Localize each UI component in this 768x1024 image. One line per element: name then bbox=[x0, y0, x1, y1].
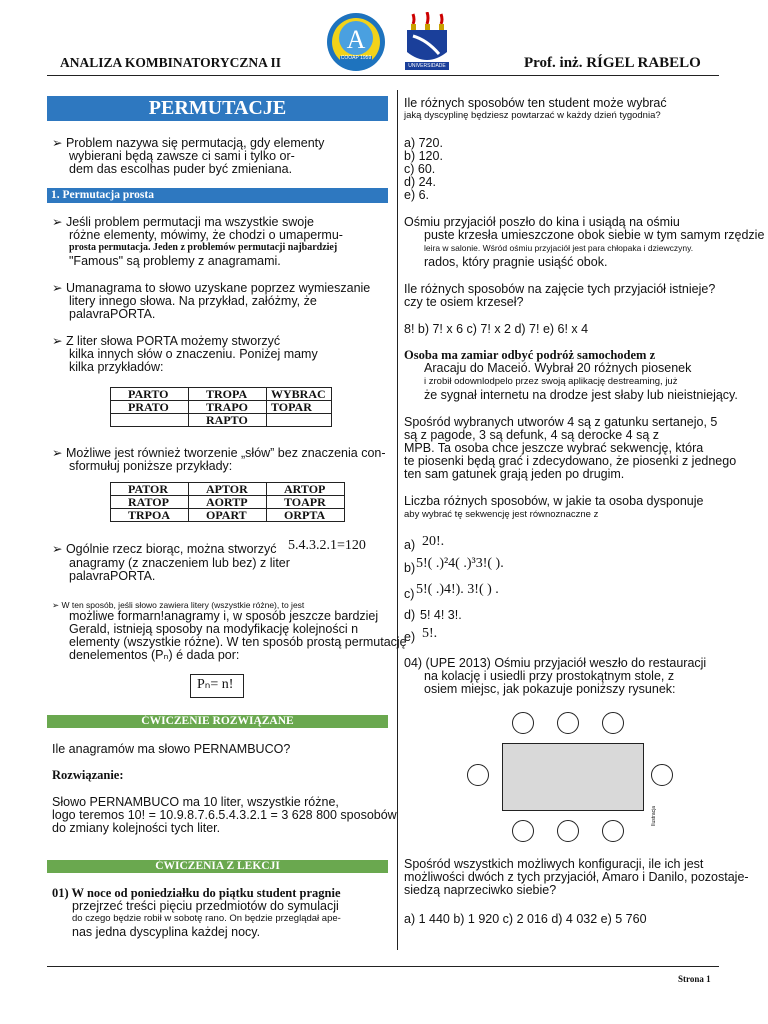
table-cell: TOPAR bbox=[267, 401, 332, 414]
p6-line-1: możliwe formarn!anagramy i, w sposób jeszcze bardziej bbox=[69, 609, 379, 623]
table-cell: TRPOA bbox=[111, 509, 189, 522]
solution-label: Rozwiązanie: bbox=[52, 768, 124, 782]
footer-rule bbox=[47, 966, 719, 967]
table-row bbox=[111, 483, 345, 496]
seat-left bbox=[467, 764, 489, 786]
q3-p2-line-4: te piosenki będą grać i zdecydowano, że piosenki z jednego bbox=[404, 454, 737, 468]
logo1-text: COOAP 1959 bbox=[340, 55, 372, 61]
q2-line-end: rados, który pragnie usiąść obok. bbox=[424, 255, 608, 269]
p6-small-line: ➢ W ten sposób, jeśli słowo zawiera litery (wszystkie różne), to jest bbox=[52, 600, 305, 610]
q2-line-1: Ośmiu przyjaciół poszło do kina i usiądą na ośmiu bbox=[404, 215, 680, 229]
q1-line-end: nas jedna dyscyplina każdej nocy. bbox=[72, 925, 261, 939]
p1-line-2: różne elementy, mówimy, że chodzi o umapermu- bbox=[69, 228, 343, 242]
q2-ask-line-1: Ile różnych sposobów na zajęcie tych przyjaciół istnieje? bbox=[404, 282, 716, 296]
p4-line-2: sformułuj poniższe przykłady: bbox=[69, 459, 233, 473]
table-cell: TRAPO bbox=[189, 401, 267, 414]
seat-bottom-2 bbox=[557, 820, 579, 842]
q3-option-c-label: c) bbox=[404, 587, 415, 601]
p2-line-2: litery innego słowa. Na przykład, załóżmy, że bbox=[69, 294, 317, 308]
seat-top-1 bbox=[512, 712, 534, 734]
intro-line-2: wybierani będą zawsze ci sami i tylko or- bbox=[69, 149, 295, 163]
p6-line-3: elementy (wszystkie różne). W ten sposób prostą permutację bbox=[69, 635, 407, 649]
q3-option-e-value: 5!. bbox=[422, 626, 438, 641]
p5-math: 5.4.3.2.1=120 bbox=[288, 538, 366, 553]
table-cell: OPART bbox=[189, 509, 267, 522]
q3-ask-small: aby wybrać tę sekwencję jest równoznaczne z bbox=[404, 509, 599, 520]
p3-line-3: kilka przykładów: bbox=[69, 360, 164, 374]
solution-line-1: Słowo PERNAMBUCO ma 10 liter, wszystkie różne, bbox=[52, 795, 339, 809]
section-heading-lesson-exercises: ĆWICZENIA Z LEKCJI bbox=[47, 860, 388, 873]
q3-option-a-value: 20!. bbox=[422, 534, 445, 549]
formula-box bbox=[190, 674, 244, 698]
seat-bottom-3 bbox=[602, 820, 624, 842]
table-row bbox=[111, 496, 345, 509]
q4-ask-line-1: Spośród wszystkich możliwych konfiguracji, ile ich jest bbox=[404, 857, 704, 871]
header-left-title: ANALIZA KOMBINATORYCZNA II bbox=[60, 55, 282, 70]
seat-top-2 bbox=[557, 712, 579, 734]
table-cell: PARTO bbox=[111, 388, 189, 401]
table-row bbox=[111, 388, 332, 401]
p4-line-1: ➢ Możliwe jest również tworzenie „słów” bez znaczenia con- bbox=[52, 446, 386, 460]
q4-ask-line-3: siedzą naprzeciwko siebie? bbox=[404, 883, 557, 897]
header-rule bbox=[47, 75, 719, 76]
q1-option-a: a) 720. bbox=[404, 136, 443, 150]
q1-option-b: b) 120. bbox=[404, 149, 443, 163]
table-cell: TOAPR bbox=[267, 496, 345, 509]
table-cell bbox=[111, 414, 189, 427]
intro-line-1: ➢ Problem nazywa się permutacją, gdy elementy bbox=[52, 136, 325, 150]
table-cell: APTOR bbox=[189, 483, 267, 496]
table-row bbox=[111, 401, 332, 414]
p2-line-1: ➢ Umanagrama to słowo uzyskane poprzez wymieszanie bbox=[52, 281, 371, 295]
p1-bold-line: prosta permutacja. Jeden z problemów permutacji najbardziej bbox=[69, 242, 338, 253]
table-cell: WYBRAC bbox=[267, 388, 332, 401]
q3-option-b-label: b) bbox=[404, 561, 416, 575]
cooap-logo bbox=[326, 12, 386, 72]
q1-option-c: c) 60. bbox=[404, 162, 436, 176]
q3-small-line: i zrobił odownlodpelo przez swoją aplikację destreaming, już bbox=[424, 376, 678, 387]
q3-p2-line-1: Spośród wybranych utworów 4 są z gatunku sertanejo, 5 bbox=[404, 415, 718, 429]
table-cell: ORPTA bbox=[267, 509, 345, 522]
q4-options: a) 1 440 b) 1 920 c) 2 016 d) 4 032 e) 5 760 bbox=[404, 912, 647, 926]
q4-ask-line-2: możliwości dwóch z tych przyjaciół, Amaro i Danilo, pozostaje- bbox=[404, 870, 749, 884]
svg-text:A: A bbox=[346, 25, 366, 54]
q1-option-d: d) 24. bbox=[404, 175, 436, 189]
anagram-table-meaningful bbox=[110, 387, 332, 427]
q2-options: 8! b) 7! x 6 c) 7! x 2 d) 7! e) 6! x 4 bbox=[404, 322, 589, 336]
table-cell: RATOP bbox=[111, 496, 189, 509]
page-title: PERMUTACJE bbox=[47, 96, 388, 121]
q4-line-2: na kolację i usiedli przy prostokątnym stole, z bbox=[424, 669, 675, 683]
p1-line-end: "Famous" są problemy z anagramami. bbox=[69, 254, 281, 268]
anagram-table-meaningless bbox=[110, 482, 345, 522]
q3-p2-line-3: MPB. Ta osoba chce jeszcze wybrać sekwencję, która bbox=[404, 441, 704, 455]
q1-cont-line: Ile różnych sposobów ten student może wybrać bbox=[404, 96, 667, 110]
p3-line-2: kilka innych słów o znaczeniu. Poniżej mamy bbox=[69, 347, 318, 361]
q1-line-1: przejrzeć treści pięciu przedmiotów do symulacji bbox=[72, 899, 339, 913]
q1-small-line: do czego będzie robił w sobotę rano. On będzie przeglądał ape- bbox=[72, 913, 341, 924]
p2-line-3: palavraPORTA. bbox=[69, 307, 156, 321]
q3-option-b-value: 5!( .)²4( .)³3!( ). bbox=[416, 556, 504, 571]
header-right-title: Prof. inż. RÍGEL RABELO bbox=[524, 55, 701, 71]
q3-p2-line-5: ten sam gatunek grają jeden po drugim. bbox=[404, 467, 625, 481]
seat-top-3 bbox=[602, 712, 624, 734]
q3-line-end: że sygnał internetu na drodze jest słaby lub nieistniejący. bbox=[424, 388, 738, 402]
q4-line-3: osiem miejsc, jak pokazuje poniższy rysunek: bbox=[424, 682, 676, 696]
q3-p2-line-2: są z pagode, 3 są defunk, 4 są derocke 4 są z bbox=[404, 428, 660, 442]
q3-option-e-label: e) bbox=[404, 630, 416, 644]
table-cell: PRATO bbox=[111, 401, 189, 414]
q3-line-1: Aracaju do Maceió. Wybrał 20 różnych piosenek bbox=[424, 361, 692, 375]
exercise-question: Ile anagramów ma słowo PERNAMBUCO? bbox=[52, 742, 291, 756]
p6-line-4: denelementos (Pₙ) é dada por: bbox=[69, 648, 240, 662]
q2-ask-line-2: czy te osiem krzeseł? bbox=[404, 295, 524, 309]
p5-line-1: ➢ Ogólnie rzecz biorąc, można stworzyć bbox=[52, 542, 277, 556]
seat-right bbox=[651, 764, 673, 786]
table-cell: TROPA bbox=[189, 388, 267, 401]
page-number: Strona 1 bbox=[678, 974, 711, 984]
intro-line-3: dem das escolhas puder być zmieniana. bbox=[69, 162, 293, 176]
table-cell: PATOR bbox=[111, 483, 189, 496]
q3-ask-line: Liczba różnych sposobów, w jakie ta osoba dysponuje bbox=[404, 494, 704, 508]
diagram-note: Ilustracja bbox=[651, 805, 657, 826]
seat-bottom-1 bbox=[512, 820, 534, 842]
section-heading-simple-permutation: 1. Permutacja prosta bbox=[47, 188, 388, 203]
q3-bold-line: Osoba ma zamiar odbyć podróż samochodem z bbox=[404, 348, 656, 362]
table-cell: ARTOP bbox=[267, 483, 345, 496]
solution-line-3: do zmiany kolejności tych liter. bbox=[52, 821, 221, 835]
p6-line-2: Gerald, istnieją sposoby na modyfikację kolejności n bbox=[69, 622, 359, 636]
table-row bbox=[111, 414, 332, 427]
q4-line-1: 04) (UPE 2013) Ośmiu przyjaciół weszło do restauracji bbox=[404, 656, 707, 670]
section-heading-solved-exercise: ĆWICZENIE ROZWIĄZANE bbox=[47, 715, 388, 728]
q3-option-c-value: 5!( .)4!). 3!( ) . bbox=[416, 582, 499, 597]
table-cell: AORTP bbox=[189, 496, 267, 509]
university-crest bbox=[403, 12, 451, 74]
q3-option-d-value: 5! 4! 3!. bbox=[420, 608, 462, 622]
p5-line-3: palavraPORTA. bbox=[69, 569, 156, 583]
q1-option-e: e) 6. bbox=[404, 188, 430, 202]
q3-option-a-label: a) bbox=[404, 538, 416, 552]
column-divider bbox=[397, 90, 398, 950]
restaurant-table bbox=[502, 743, 644, 811]
q1-bold-line: 01) W noce od poniedziałku do piątku student pragnie bbox=[52, 886, 341, 900]
p5-line-2: anagramy (z znaczeniem lub bez) z liter bbox=[69, 556, 290, 570]
q2-line-2: puste krzesła umieszczone obok siebie w tym samym rzędzie bbox=[424, 228, 765, 242]
p1-line-1: ➢ Jeśli problem permutacji ma wszystkie swoje bbox=[52, 215, 314, 229]
table-cell: RAPTO bbox=[189, 414, 267, 427]
table-row bbox=[111, 509, 345, 522]
q2-small-line: leira w salonie. Wśród ośmiu przyjaciół jest para chłopaka i dziewczyny. bbox=[424, 243, 694, 253]
q3-option-d-label: d) bbox=[404, 608, 416, 622]
formula: Pₙ= n! bbox=[197, 677, 234, 692]
p3-line-1: ➢ Z liter słowa PORTA możemy stworzyć bbox=[52, 334, 281, 348]
table-cell bbox=[267, 414, 332, 427]
q1-cont-small: jaką dyscyplinę będziesz powtarzać w każdy dzień tygodnia? bbox=[404, 110, 661, 121]
solution-line-2: logo teremos 10! = 10.9.8.7.6.5.4.3.2.1 = 3 628 800 sposobów bbox=[52, 808, 397, 822]
logo2-text: UNIVERSIDADE bbox=[408, 63, 446, 69]
